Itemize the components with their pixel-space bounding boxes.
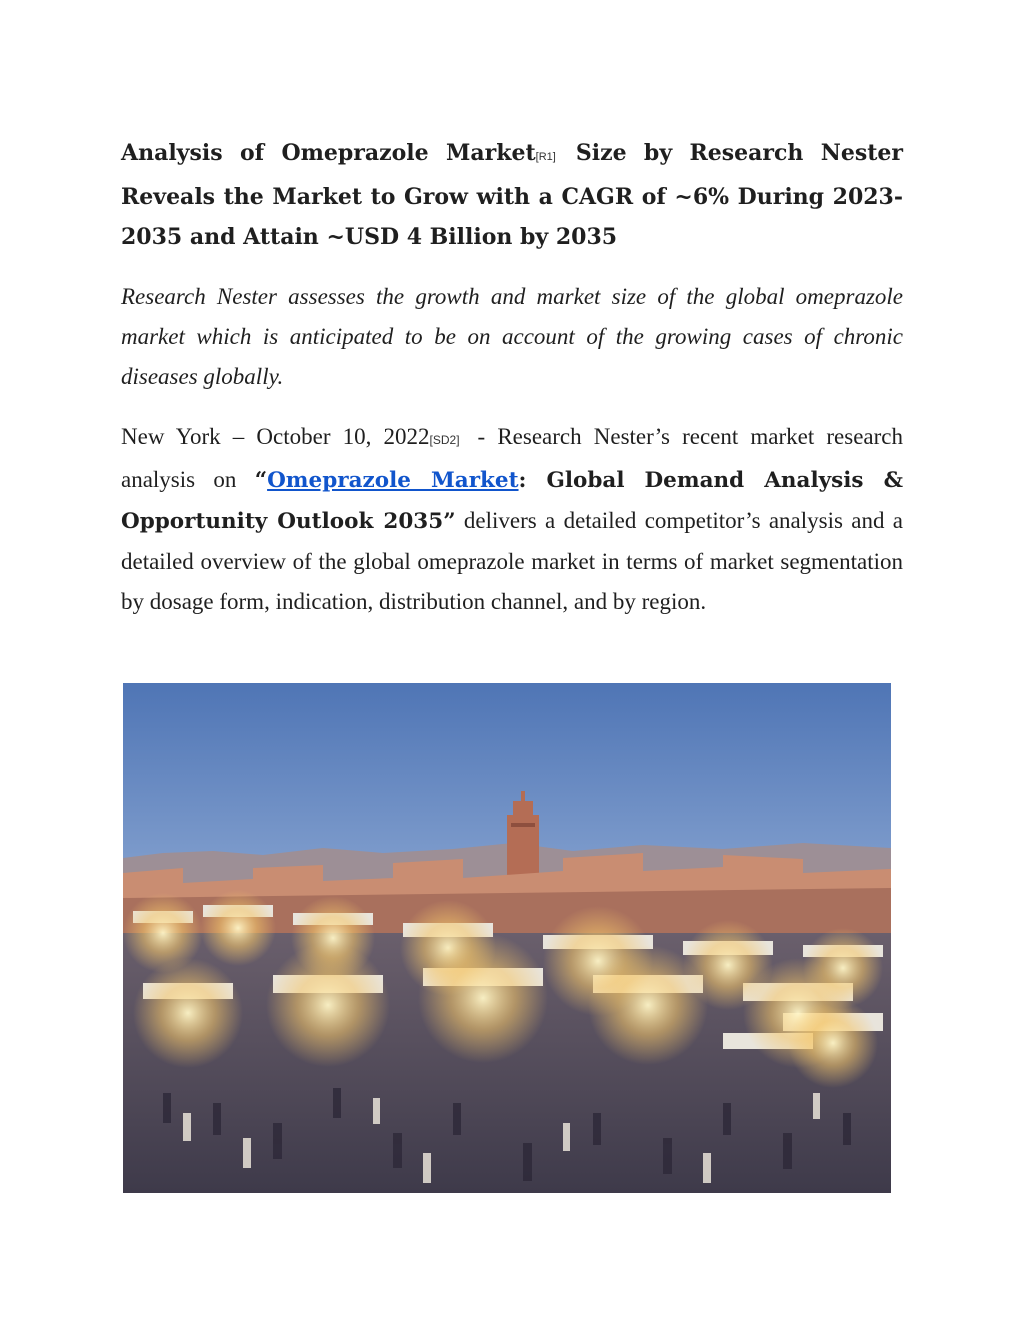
body-rest-text: delivers a detailed competitor’s analysis and a detailed overview of the global omeprazole market in terms of market segmentation by dosage form, indication, distribution channel, and by region. <box>121 508 903 614</box>
body-paragraph <box>121 417 903 622</box>
report-title-rest: : Global Demand Analysis & Opportunity Outlook 2035” <box>121 468 903 534</box>
intro-text: - Research Nester’s recent market research analysis on <box>121 424 903 492</box>
dateline: New York – October 10, 2022 <box>121 424 430 449</box>
document-subtitle: Research Nester assesses the growth and market size of the global omeprazole market which is anticipated to be on account of the growing cases of chronic diseases globally. <box>121 284 903 389</box>
comment-reference-r1[interactable]: [R1] <box>535 151 556 163</box>
title-part-2: Size by Research Nester Reveals the Market to Grow with a CAGR of ~6% During 2023-2035 and Attain ~USD 4 Billion by 2035 <box>121 140 903 250</box>
document-title <box>121 133 903 257</box>
market-square-photo <box>123 683 891 1193</box>
document-page <box>121 133 903 622</box>
title-part-1: Analysis of Omeprazole Market <box>121 140 536 166</box>
comment-reference-sd2[interactable]: [SD2] <box>429 433 460 447</box>
omeprazole-market-link[interactable]: Omeprazole Market <box>267 468 519 493</box>
open-quote: “ <box>254 468 268 493</box>
